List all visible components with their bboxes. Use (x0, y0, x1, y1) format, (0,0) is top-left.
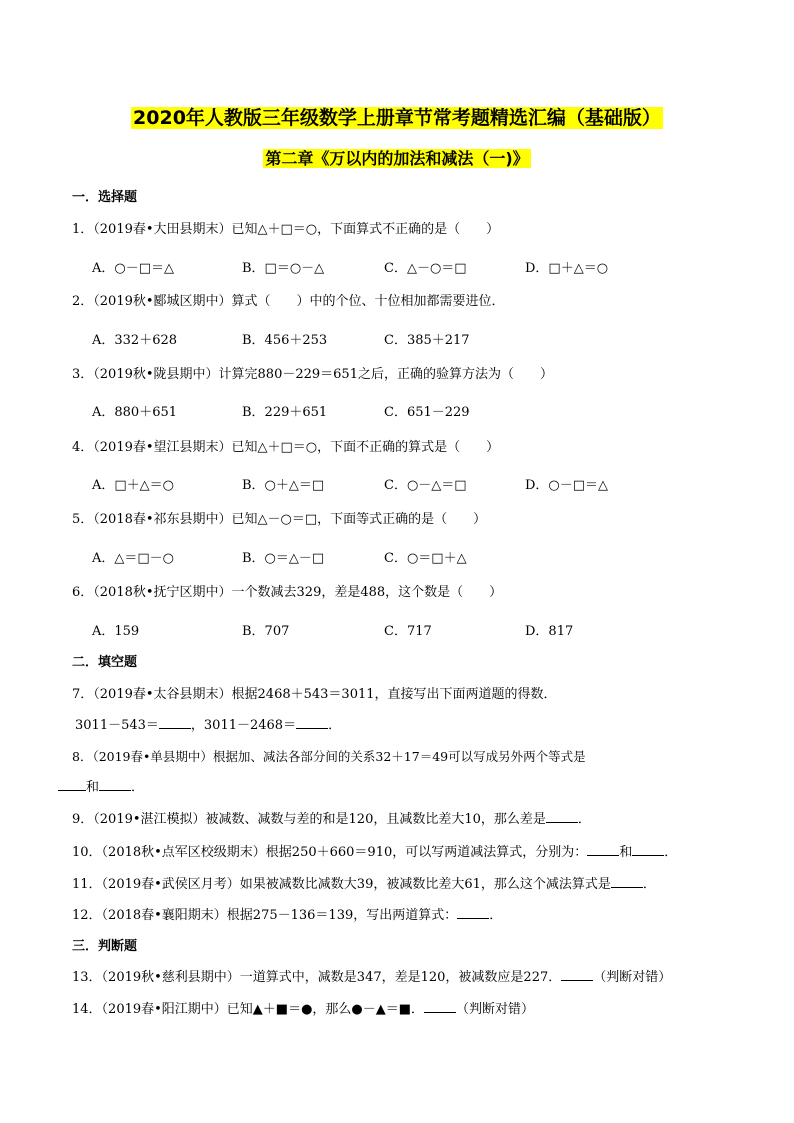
option-c: C．△－○＝□ (384, 261, 467, 276)
answer-blank[interactable] (58, 778, 86, 791)
question-3: 3．（2019秋•陇县期中）计算完880－229＝651之后，正确的验算方法为（ ） (72, 367, 553, 382)
option-b: B．○＋△＝□ (242, 478, 325, 493)
question-12 (72, 906, 502, 925)
answer-blank[interactable] (457, 906, 489, 919)
question-2-options (92, 332, 692, 350)
chapter-subtitle (0, 147, 794, 171)
answer-blank[interactable] (587, 843, 619, 856)
section-heading-fill: 二．填空题 (72, 655, 138, 670)
question-1: 1．（2019春•大田县期末）已知△＋□＝○，下面算式不正确的是（ ） (72, 222, 500, 237)
answer-blank[interactable] (99, 778, 131, 791)
question-11 (72, 875, 656, 894)
option-c: C．717 (384, 624, 432, 639)
option-c: C．385＋217 (384, 333, 470, 348)
option-c: C．○＝□＋△ (384, 551, 467, 566)
q11-text: 11．（2019春•武侯区月考）如果被减数比减数大39，被减数比差大61，那么这个减法算式是 (72, 877, 611, 892)
answer-blank[interactable] (561, 968, 593, 981)
q12-end: ． (489, 908, 503, 923)
page-title (0, 105, 794, 131)
q13-text: 13．（2019秋•慈利县期中）一道算式中，减数是347，差是120，被减数应是227． (72, 970, 562, 985)
q10-mid: 和 (619, 845, 633, 860)
q7-part-c: ． (328, 718, 342, 733)
option-a: A．332＋628 (92, 333, 178, 348)
q10-end: ． (664, 845, 678, 860)
question-6-options (92, 623, 692, 641)
question-8-answer-line (58, 778, 144, 797)
option-b: B．□＝○－△ (242, 261, 325, 276)
question-7-answer-line (75, 716, 341, 735)
answer-blank[interactable] (546, 810, 578, 823)
question-5-options (92, 550, 692, 568)
question-3-options (92, 404, 692, 422)
q14-text: 14．（2019春•阳江期中）已知▲＋■＝●，那么●－▲＝■． (72, 1002, 425, 1017)
answer-blank[interactable] (159, 716, 191, 729)
q7-part-a: 3011－543＝ (75, 718, 159, 733)
option-b: B．707 (242, 624, 290, 639)
option-a: A．880＋651 (92, 405, 178, 420)
question-4: 4．（2019春•望江县期末）已知△＋□＝○，下面不正确的算式是（ ） (72, 440, 500, 455)
q7-part-b: ，3011－2468＝ (190, 718, 297, 733)
section-heading-choice: 一．选择题 (72, 190, 138, 205)
chapter-subtitle-text: 第二章《万以内的加法和减法（一)》 (265, 149, 529, 168)
answer-blank[interactable] (611, 875, 643, 888)
answer-blank[interactable] (632, 843, 664, 856)
option-b: B．○＝△－□ (242, 551, 325, 566)
q11-end: ． (642, 877, 656, 892)
q10-text: 10．（2018秋•点军区校级期末）根据250＋660＝910，可以写两道减法算式，分别为： (72, 845, 588, 860)
page-title-text: 2020年人教版三年级数学上册章节常考题精选汇编（基础版） (133, 107, 661, 129)
option-a: A．○－□＝△ (92, 261, 175, 276)
q9-text: 9．（2019•湛江模拟）被减数、减数与差的和是120，且减数比差大10，那么差是 (72, 812, 546, 827)
option-d: D．□＋△＝○ (525, 261, 609, 276)
question-10 (72, 843, 677, 862)
question-14 (72, 1000, 534, 1019)
question-7: 7．（2019春•太谷县期末）根据2468＋543＝3011，直接写出下面两道题的得数． (72, 687, 557, 702)
question-13 (72, 968, 671, 987)
q13-end: （判断对错） (593, 970, 672, 985)
question-5: 5．（2018春•祁东县期中）已知△－○＝□，下面等式正确的是（ ） (72, 512, 487, 527)
answer-blank[interactable] (424, 1000, 456, 1013)
question-1-options (92, 260, 692, 278)
option-c: C．○－△＝□ (384, 478, 467, 493)
option-d: D．○－□＝△ (525, 478, 609, 493)
question-6: 6．（2018秋•抚宁区期中）一个数减去329，差是488，这个数是（ ） (72, 585, 503, 600)
option-a: A．□＋△＝○ (92, 478, 175, 493)
question-2: 2．（2019秋•郾城区期中）算式（ ）中的个位、十位相加都需要进位． (72, 294, 505, 309)
q12-text: 12．（2018春•襄阳期末）根据275－136＝139，写出两道算式： (72, 908, 458, 923)
option-b: B．456＋253 (242, 333, 328, 348)
option-c: C．651－229 (384, 405, 470, 420)
q8-part-a: 和 (86, 780, 100, 795)
q8-part-c: ． (131, 780, 145, 795)
question-4-options (92, 477, 692, 495)
option-a: A．159 (92, 624, 140, 639)
question-8: 8．（2019春•单县期中）根据加、减法各部分间的关系32＋17＝49可以写成另外两个等式是 (72, 749, 586, 764)
option-b: B．229＋651 (242, 405, 328, 420)
option-a: A．△＝□－○ (92, 551, 175, 566)
option-d: D．817 (525, 624, 574, 639)
question-9 (72, 810, 591, 829)
answer-blank[interactable] (296, 716, 328, 729)
q14-end: （判断对错） (456, 1002, 535, 1017)
q9-end: ． (577, 812, 591, 827)
section-heading-judge: 三．判断题 (72, 939, 138, 954)
